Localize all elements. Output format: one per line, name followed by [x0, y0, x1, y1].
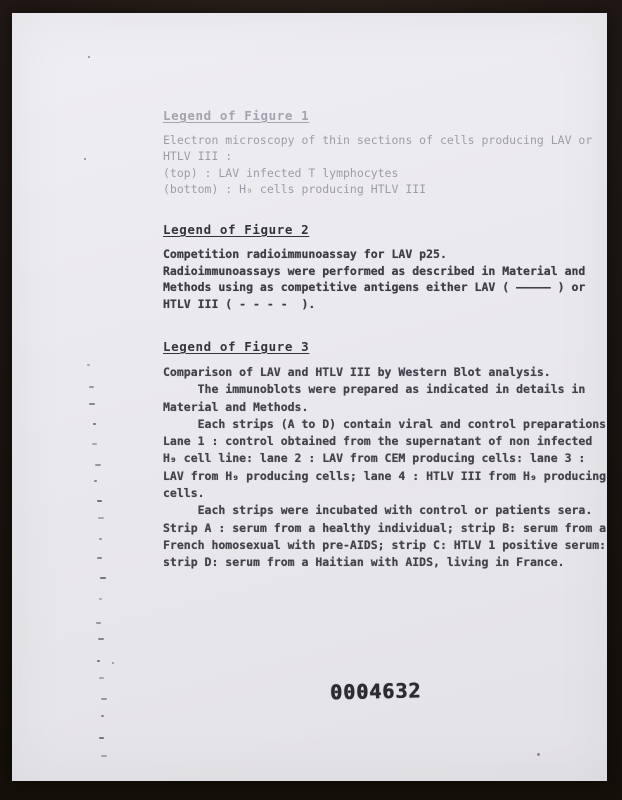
page-number-stamp: 0004632 [329, 678, 422, 705]
text-line: Competition radioimmunoassay for LAV p25. [163, 247, 447, 261]
text-line: LAV from H₉ producing cells; lane 4 : HTLV III from H₉ producing [163, 468, 607, 483]
text-line: H₉ cell line: lane 2 : LAV from CEM producing cells: lane 3 : [163, 451, 586, 466]
text-line: (top) : LAV infected T lymphocytes [163, 165, 399, 180]
text-line: Radioimmunoassays were performed as described in Material and [163, 263, 586, 278]
figure-3-legend-section [163, 339, 607, 572]
text-line: Methods using as competitive antigens either LAV ( ————— ) or [163, 280, 586, 295]
text-line: Electron microscopy of thin sections of cells producing LAV or [163, 133, 593, 147]
figure-1-legend-section [163, 108, 601, 198]
figure-2-legend-section [163, 222, 601, 312]
text-line: (bottom) : H₉ cells producing HTLV III [163, 182, 427, 197]
text-line: HTLV III ( - - - - ). [163, 296, 316, 311]
text-line: The immunoblots were prepared as indicated in details in [163, 382, 586, 397]
figure-3-legend-heading: Legend of Figure 3 [163, 339, 310, 354]
figure-3-legend-text [163, 364, 607, 572]
figure-2-legend-heading: Legend of Figure 2 [163, 222, 310, 237]
figure-1-legend-heading: Legend of Figure 1 [163, 108, 310, 123]
text-line: Strip A : serum from a healthy individual; strip B: serum from a [163, 520, 607, 535]
text-line: Each strips were incubated with control or patients sera. [163, 503, 593, 518]
figure-2-legend-text [163, 246, 601, 312]
text-line: Material and Methods. [163, 399, 309, 414]
text-line: Comparison of LAV and HTLV III by Western Blot analysis. [163, 365, 551, 379]
text-line: cells. [163, 486, 205, 501]
document-page [12, 13, 607, 781]
text-line: strip D: serum from a Haitian with AIDS, living in France. [163, 555, 565, 570]
text-line: HTLV III : [163, 149, 233, 164]
text-line: Lane 1 : control obtained from the supernatant of non infected [163, 434, 593, 449]
text-line: French homosexual with pre-AIDS; strip C: HTLV 1 positive serum: [163, 537, 607, 552]
text-line: Each strips (A to D) contain viral and control preparations [163, 416, 607, 431]
figure-1-legend-text [163, 132, 601, 198]
